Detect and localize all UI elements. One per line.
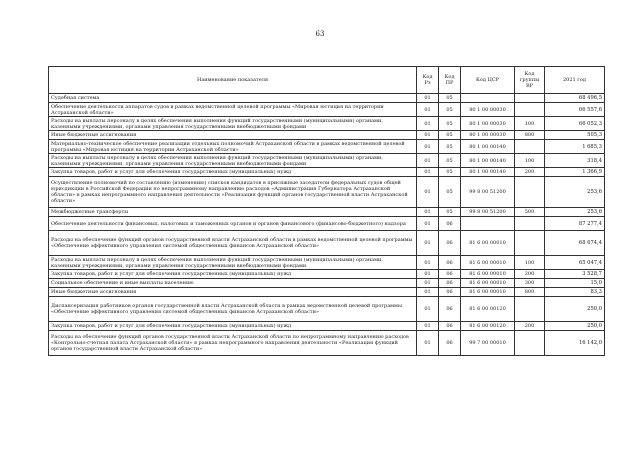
table-row — [49, 279, 605, 288]
row-pr: 06 — [439, 231, 461, 256]
header-name: Наименование показателя — [49, 67, 417, 94]
row-vr: 800 — [515, 288, 545, 297]
table-row — [49, 208, 605, 217]
table-row — [49, 288, 605, 297]
row-vr — [515, 231, 545, 256]
row-name: Обеспечение деятельности финансовых, налоговых и таможенных органов и органов финансового (финансово-бюджетного) надзора — [49, 217, 417, 231]
table-row — [49, 140, 605, 154]
row-csr: 99 8 00 51200 — [461, 208, 515, 217]
row-vr: 100 — [515, 154, 545, 168]
row-rz: 01 — [417, 168, 439, 177]
row-vr: 500 — [515, 208, 545, 217]
row-vr: 300 — [515, 279, 545, 288]
row-vr: 200 — [515, 168, 545, 177]
row-rz: 01 — [417, 177, 439, 208]
row-csr — [461, 94, 515, 103]
header-year: 2021 год — [545, 67, 605, 94]
row-name: Расходы на выплаты персоналу в целях обеспечения выполнения функций государственными (муниципальными) органами, казенными учреждениями, органами управления государственными внебюджетными фондами — [49, 117, 417, 131]
row-rz: 01 — [417, 288, 439, 297]
row-pr: 06 — [439, 297, 461, 322]
row-rz: 01 — [417, 117, 439, 131]
row-rz: 01 — [417, 103, 439, 117]
row-amount: 253,6 — [545, 208, 605, 217]
row-rz: 01 — [417, 231, 439, 256]
row-vr — [515, 297, 545, 322]
table-row — [49, 331, 605, 356]
row-csr: 81 6 00 00120 — [461, 297, 515, 322]
row-amount: 68 674,4 — [545, 231, 605, 256]
row-rz: 01 — [417, 322, 439, 331]
row-vr — [515, 140, 545, 154]
row-csr: 99 8 00 51200 — [461, 177, 515, 208]
row-name: Иные бюджетные ассигнования — [49, 288, 417, 297]
row-csr: 80 1 00 00030 — [461, 117, 515, 131]
row-rz: 01 — [417, 131, 439, 140]
table-row — [49, 131, 605, 140]
header-rz: Код Рз — [417, 67, 439, 94]
row-vr — [515, 103, 545, 117]
row-csr: 80 1 00 00030 — [461, 103, 515, 117]
row-name: Расходы на выплаты персоналу в целях обеспечения выполнения функций государственными (муниципальными) органами, казенными учреждениями, органами управления государственными внебюджетными фондами — [49, 154, 417, 168]
row-csr: 81 6 00 00010 — [461, 256, 515, 270]
row-amount: 66 052,3 — [545, 117, 605, 131]
budget-table — [48, 66, 605, 356]
table-row — [49, 297, 605, 322]
row-pr: 06 — [439, 331, 461, 356]
row-vr — [515, 177, 545, 208]
row-pr: 06 — [439, 270, 461, 279]
row-name: Расходы на выплаты персоналу в целях обеспечения выполнения функций государственными (муниципальными) органами, казенными учреждениями, органами управления государственными внебюджетными фондами — [49, 256, 417, 270]
row-pr: 06 — [439, 217, 461, 231]
row-name: Диспансеризация работников органов государственной власти Астраханской области в рамках ведомственной целевой программы «Обеспечение эффективного управления системой общественных финансов Астраханской области» — [49, 297, 417, 322]
row-csr: 80 1 00 00140 — [461, 168, 515, 177]
header-vr: Код группы ВР — [515, 67, 545, 94]
row-rz: 01 — [417, 270, 439, 279]
row-pr: 06 — [439, 322, 461, 331]
row-csr: 81 6 00 00010 — [461, 270, 515, 279]
row-name: Межбюджетные трансферты — [49, 208, 417, 217]
row-name: Иные бюджетные ассигнования — [49, 131, 417, 140]
row-amount: 66 557,6 — [545, 103, 605, 117]
table-row — [49, 217, 605, 231]
row-rz: 01 — [417, 256, 439, 270]
row-amount: 253,6 — [545, 177, 605, 208]
row-pr: 06 — [439, 288, 461, 297]
row-amount: 16 142,0 — [545, 331, 605, 356]
table-row — [49, 103, 605, 117]
row-rz: 01 — [417, 154, 439, 168]
row-pr: 06 — [439, 279, 461, 288]
row-csr: 81 6 00 00010 — [461, 231, 515, 256]
row-pr: 05 — [439, 94, 461, 103]
row-name: Закупка товаров, работ и услуг для обеспечения государственных (муниципальных) нужд — [49, 168, 417, 177]
row-csr: 81 6 00 00120 — [461, 322, 515, 331]
row-rz: 01 — [417, 217, 439, 231]
row-csr: 81 6 00 00010 — [461, 279, 515, 288]
row-pr: 05 — [439, 177, 461, 208]
row-amount: 505,3 — [545, 131, 605, 140]
row-name: Закупка товаров, работ и услуг для обеспечения государственных (муниципальных) нужд — [49, 270, 417, 279]
row-pr: 05 — [439, 131, 461, 140]
row-pr: 05 — [439, 103, 461, 117]
row-pr: 05 — [439, 168, 461, 177]
row-amount: 3 528,7 — [545, 270, 605, 279]
row-amount: 250,0 — [545, 297, 605, 322]
header-pr: Код ПР — [439, 67, 461, 94]
row-vr: 200 — [515, 322, 545, 331]
row-vr: 100 — [515, 117, 545, 131]
row-vr — [515, 331, 545, 356]
row-amount: 250,0 — [545, 322, 605, 331]
row-amount: 68 496,5 — [545, 94, 605, 103]
row-rz: 01 — [417, 140, 439, 154]
row-vr: 100 — [515, 256, 545, 270]
table-row — [49, 270, 605, 279]
row-amount: 318,4 — [545, 154, 605, 168]
row-name: Осуществление полномочий по составлению (изменению) списков кандидатов в присяжные заседатели федеральных судов общей юрисдикции в Российской Федерации по непрограммному направлению расходов «Администрация Губернатора Астраханской области» в рамках непрограммного направления деятельности «Реализация функций органов государственной власти Астраханской области» — [49, 177, 417, 208]
table-header-row — [49, 67, 605, 94]
row-name: Закупка товаров, работ и услуг для обеспечения государственных (муниципальных) нужд — [49, 322, 417, 331]
row-amount: 1 366,9 — [545, 168, 605, 177]
table-body — [49, 94, 605, 356]
header-csr: Код ЦСР — [461, 67, 515, 94]
row-pr: 05 — [439, 208, 461, 217]
row-name: Расходы на обеспечение функций органов государственной власти Астраханской области по непрограммному направлению расходов «Контрольно-счетная палата Астраханской области» в рамках непрограммного направления деятельности «Реализация функций органов государственной власти Астраханской области» — [49, 331, 417, 356]
row-csr: 81 6 00 00010 — [461, 288, 515, 297]
row-amount: 15,0 — [545, 279, 605, 288]
row-pr: 06 — [439, 256, 461, 270]
row-csr: 80 1 00 00140 — [461, 154, 515, 168]
table-row — [49, 168, 605, 177]
row-name: Обеспечение деятельности аппаратов судов в рамках ведомственной целевой программы «Мировая юстиция на территории Астраханской области» — [49, 103, 417, 117]
row-csr: 99 7 00 00010 — [461, 331, 515, 356]
row-rz: 01 — [417, 279, 439, 288]
table-row — [49, 177, 605, 208]
table-row — [49, 256, 605, 270]
row-vr: 800 — [515, 131, 545, 140]
row-name: Материально-техническое обеспечение реализации отдельных полномочий Астраханской области в рамках ведомственной целевой программы «Мировая юстиция на территории Астраханской области» — [49, 140, 417, 154]
row-pr: 05 — [439, 154, 461, 168]
row-rz: 01 — [417, 208, 439, 217]
row-csr: 80 1 00 00140 — [461, 140, 515, 154]
row-vr — [515, 217, 545, 231]
row-amount: 1 685,3 — [545, 140, 605, 154]
table-row — [49, 117, 605, 131]
row-amount: 83,3 — [545, 288, 605, 297]
row-name: Социальное обеспечение и иные выплаты населению — [49, 279, 417, 288]
row-vr — [515, 94, 545, 103]
row-csr — [461, 217, 515, 231]
row-name: Судебная система — [49, 94, 417, 103]
page-number: 63 — [315, 30, 325, 38]
row-pr: 05 — [439, 117, 461, 131]
row-amount: 65 047,4 — [545, 256, 605, 270]
row-csr: 80 1 00 00030 — [461, 131, 515, 140]
row-amount: 87 277,4 — [545, 217, 605, 231]
table-row — [49, 231, 605, 256]
row-rz: 01 — [417, 297, 439, 322]
table-row — [49, 94, 605, 103]
table-row — [49, 154, 605, 168]
table-row — [49, 322, 605, 331]
row-name: Расходы на обеспечение функций органов государственной власти Астраханской области в рамках ведомственной целевой программы «Обеспечение эффективного управления системой общественных финансов Астраханской области» — [49, 231, 417, 256]
row-vr: 200 — [515, 270, 545, 279]
row-rz: 01 — [417, 331, 439, 356]
row-pr: 05 — [439, 140, 461, 154]
row-rz: 01 — [417, 94, 439, 103]
